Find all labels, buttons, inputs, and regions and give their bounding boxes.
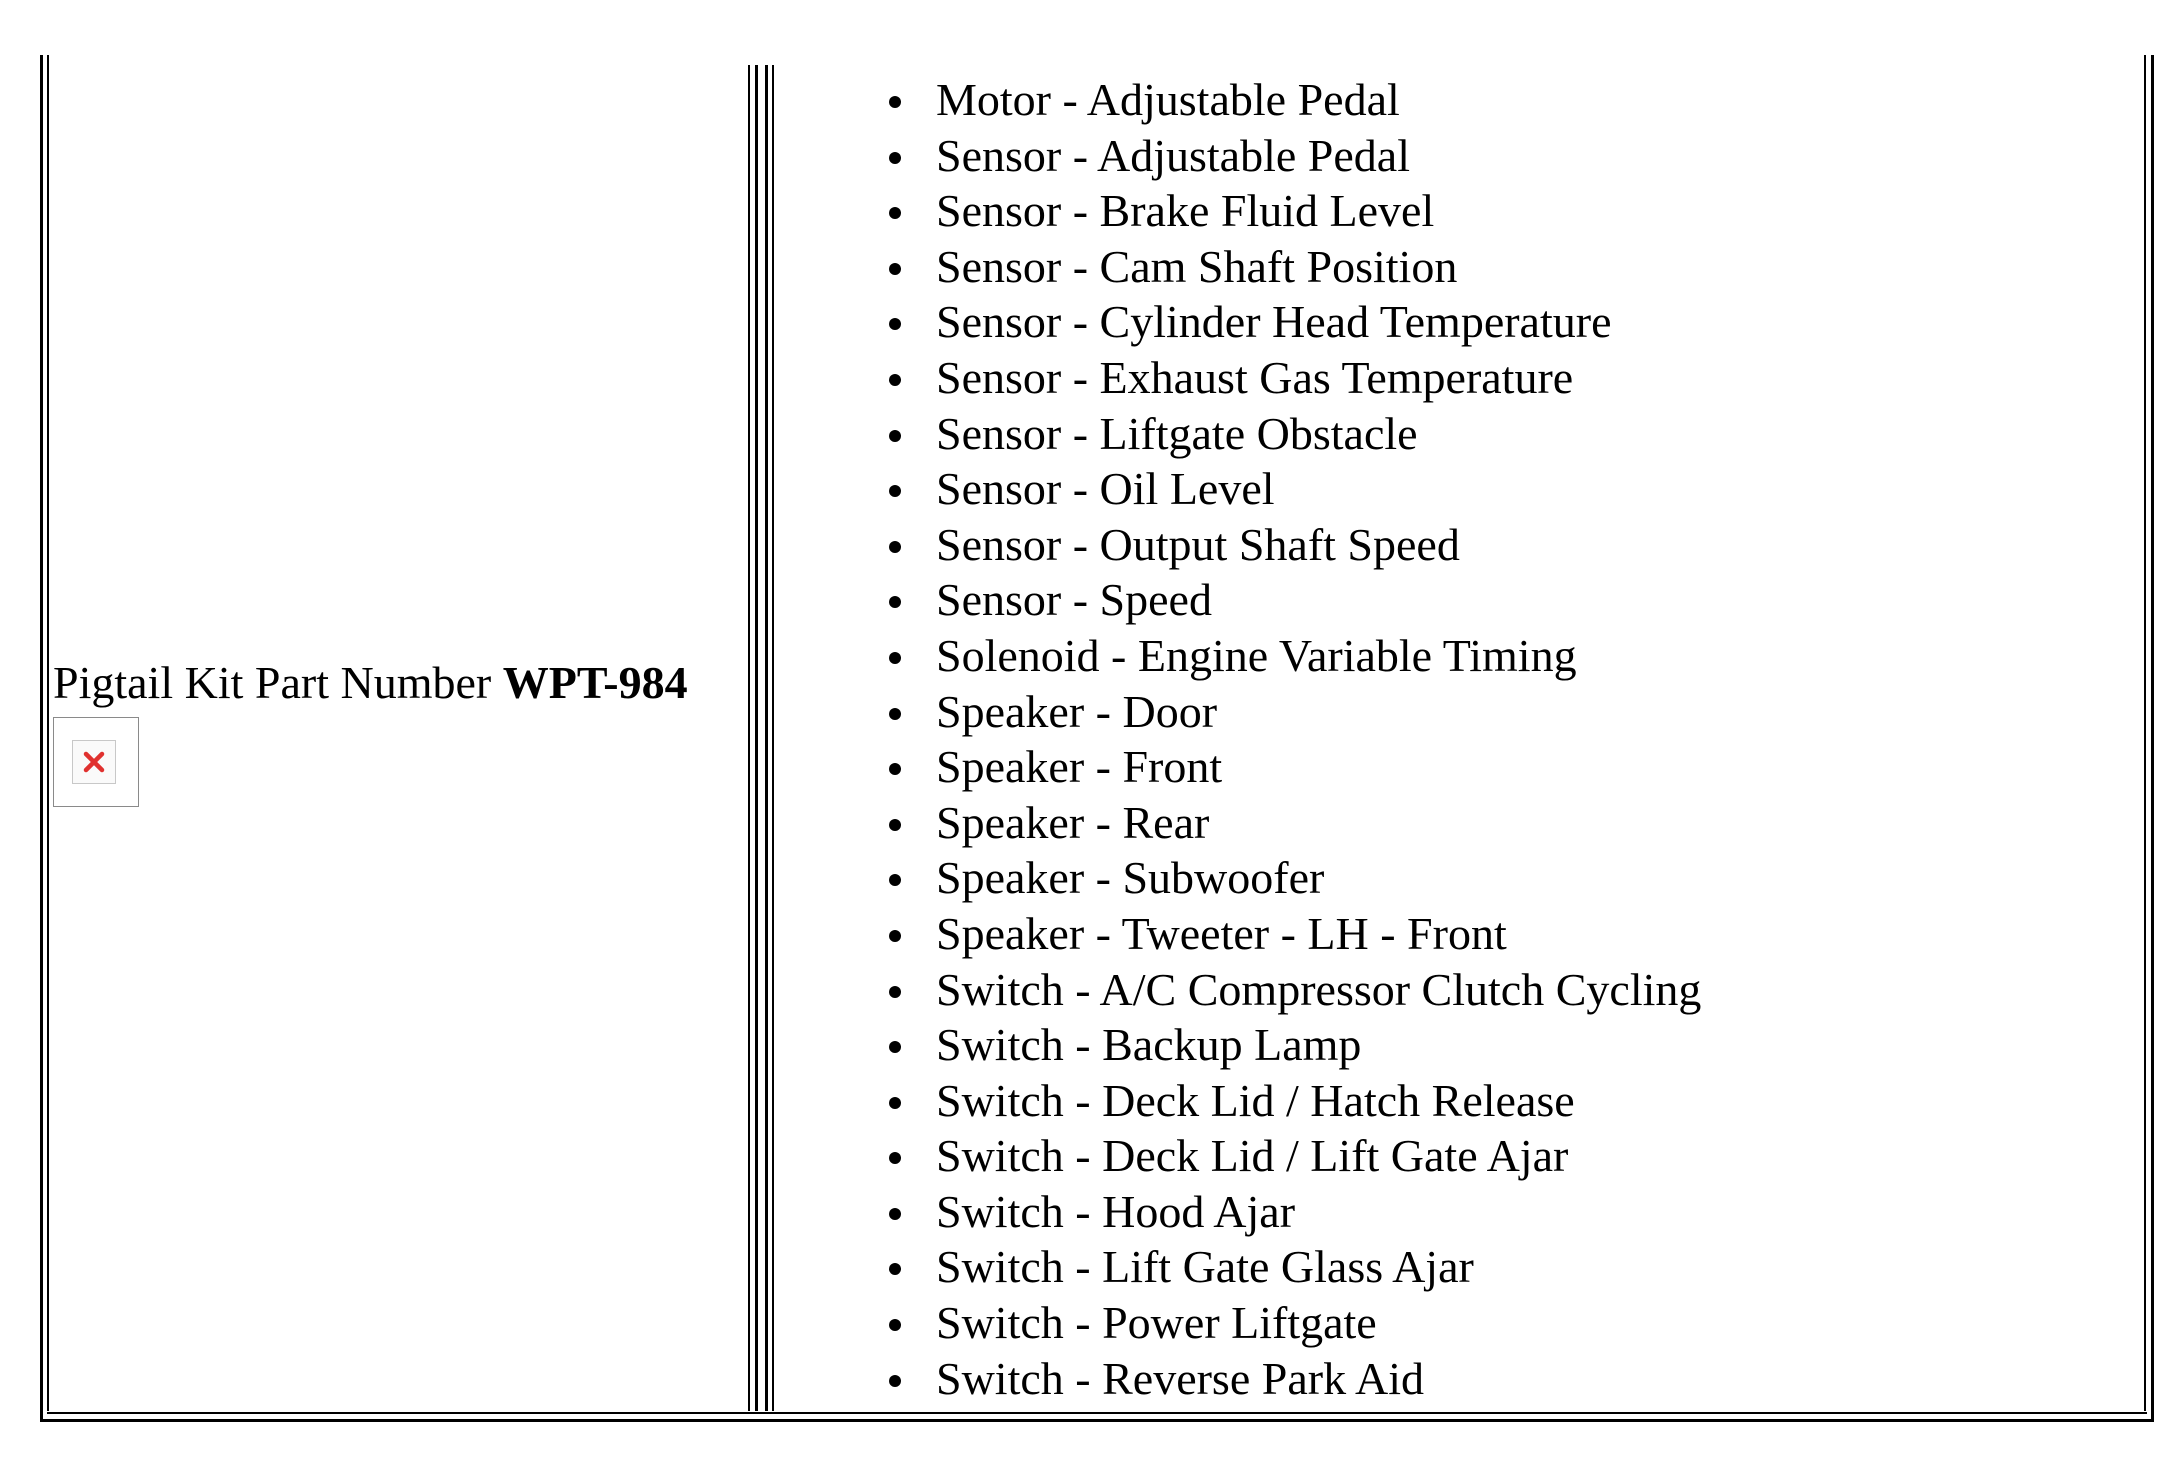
list-item: Speaker - Rear (840, 795, 2140, 851)
table-border-left-inner (47, 55, 49, 1411)
list-item: Switch - Lift Gate Glass Ajar (840, 1239, 2140, 1295)
list-item: Sensor - Oil Level (840, 461, 2140, 517)
table-border-bottom (40, 1419, 2154, 1422)
parts-list (840, 72, 2140, 1406)
list-item: Speaker - Subwoofer (840, 850, 2140, 906)
cell-divider (772, 65, 774, 1411)
list-item: Sensor - Speed (840, 572, 2140, 628)
broken-image-icon (53, 717, 139, 807)
list-item: Sensor - Cam Shaft Position (840, 239, 2140, 295)
pigtail-kit-table (40, 0, 2154, 1422)
cell-divider (765, 65, 768, 1411)
list-item: Speaker - Door (840, 684, 2140, 740)
table-border-right (2151, 55, 2154, 1421)
kit-title (53, 655, 748, 711)
parts-cell (840, 72, 2140, 1406)
table-border-right-inner (2144, 55, 2146, 1411)
list-item: Solenoid - Engine Variable Timing (840, 628, 2140, 684)
list-item: Sensor - Brake Fluid Level (840, 183, 2140, 239)
kit-cell (53, 655, 748, 807)
cell-divider (755, 65, 758, 1411)
list-item: Switch - Reverse Park Aid (840, 1351, 2140, 1407)
list-item: Sensor - Exhaust Gas Temperature (840, 350, 2140, 406)
broken-image-frame (72, 740, 116, 784)
list-item: Switch - Backup Lamp (840, 1017, 2140, 1073)
list-item: Speaker - Tweeter - LH - Front (840, 906, 2140, 962)
list-item: Switch - A/C Compressor Clutch Cycling (840, 962, 2140, 1018)
list-item: Switch - Power Liftgate (840, 1295, 2140, 1351)
table-border-bottom-inner (47, 1412, 2147, 1414)
list-item: Sensor - Liftgate Obstacle (840, 406, 2140, 462)
table-border-left (40, 55, 43, 1421)
list-item: Sensor - Adjustable Pedal (840, 128, 2140, 184)
list-item: Sensor - Output Shaft Speed (840, 517, 2140, 573)
list-item: Switch - Deck Lid / Lift Gate Ajar (840, 1128, 2140, 1184)
list-item: Switch - Hood Ajar (840, 1184, 2140, 1240)
list-item: Motor - Adjustable Pedal (840, 72, 2140, 128)
cell-divider (748, 65, 750, 1411)
kit-part-number: WPT-984 (502, 657, 688, 708)
list-item: Sensor - Cylinder Head Temperature (840, 294, 2140, 350)
list-item: Speaker - Front (840, 739, 2140, 795)
kit-label: Pigtail Kit Part Number (53, 657, 492, 708)
list-item: Switch - Deck Lid / Hatch Release (840, 1073, 2140, 1129)
red-x-icon (79, 747, 109, 777)
